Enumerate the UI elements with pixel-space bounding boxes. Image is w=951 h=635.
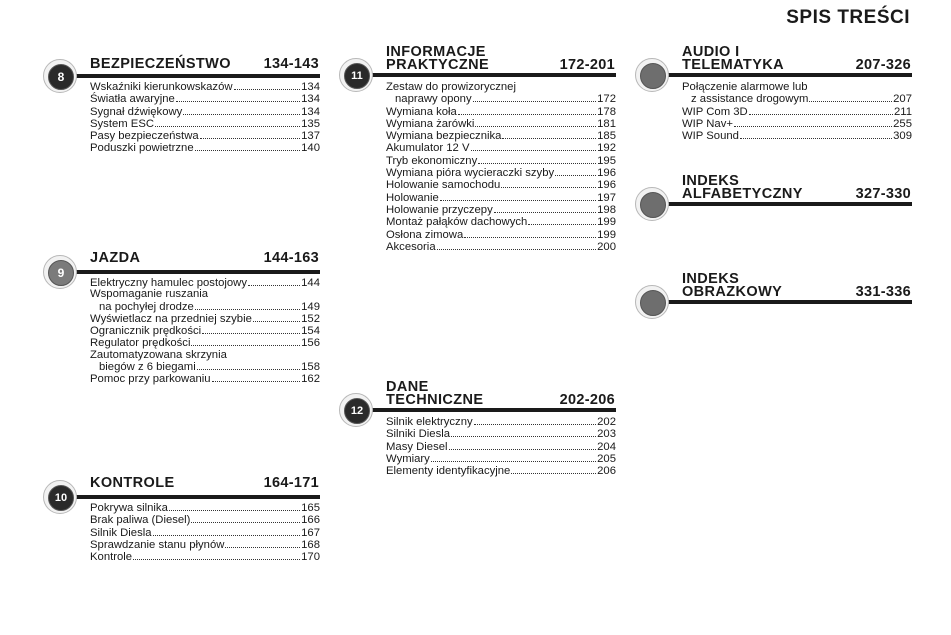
dot-leader (734, 118, 892, 127)
toc-entry-page: 181 (597, 117, 616, 130)
dot-leader (197, 361, 300, 370)
section-title[interactable]: KONTROLE (90, 475, 175, 491)
section-kontrole (49, 470, 320, 563)
toc-entry-page: 149 (301, 300, 320, 313)
dot-leader (248, 277, 300, 286)
dot-leader (153, 527, 301, 536)
dot-leader (473, 93, 597, 102)
section-pages[interactable]: 207-326 (855, 57, 911, 73)
toc-entry[interactable] (682, 130, 912, 142)
toc-entry-label: Pomoc przy parkowaniu (90, 373, 211, 386)
section-indeks-obrazkowy (641, 271, 912, 304)
toc-entry-label: Elementy identyfikacyjne (386, 465, 511, 478)
section-jazda (49, 245, 320, 386)
toc-entry-label: WIP Nav+ (682, 117, 733, 130)
section-header (49, 245, 320, 280)
dot-leader (749, 106, 893, 115)
section-header (49, 49, 320, 84)
section-title-line: PRAKTYCZNE (386, 57, 490, 73)
toc-entry[interactable] (386, 179, 616, 191)
section-badge (635, 58, 669, 92)
toc-entry-page: 309 (893, 130, 912, 143)
toc-entry-label: Pasy bezpieczeństwa (90, 130, 199, 143)
toc-entry[interactable] (386, 428, 616, 440)
toc-entry-label: Ogranicznik prędkości (90, 325, 202, 338)
toc-entry-page: 166 (301, 514, 320, 527)
toc-entry[interactable] (682, 93, 912, 105)
section-disc-icon (640, 192, 666, 218)
section-informacje-praktyczne (345, 46, 616, 253)
section-audio-telematyka (641, 46, 912, 142)
toc-entry-page: 134 (301, 105, 320, 118)
dot-leader (202, 325, 300, 334)
section-pages[interactable]: 134-143 (263, 56, 319, 72)
toc-entry-page: 199 (597, 228, 616, 241)
dot-leader (437, 241, 597, 250)
section-pages[interactable]: 202-206 (559, 392, 615, 408)
section-header (641, 46, 912, 77)
dot-leader (458, 106, 596, 115)
toc-entry[interactable] (90, 81, 320, 93)
toc-entry-label: Silniki Diesla (386, 428, 451, 441)
toc-entry[interactable] (90, 502, 320, 514)
section-number: 9 (48, 260, 74, 286)
toc-entry[interactable] (386, 167, 616, 179)
toc-entry-label: System ESC (90, 117, 155, 130)
toc-entry-page: 134 (301, 93, 320, 106)
toc-entry-page: 172 (597, 93, 616, 106)
toc-entry-page: 196 (597, 179, 616, 192)
dot-leader (212, 373, 301, 382)
toc-entry-page: 199 (597, 216, 616, 229)
section-disc-icon (640, 290, 666, 316)
section-title-line: OBRAZKOWY (682, 284, 783, 300)
toc-entry-page: 207 (893, 93, 912, 106)
toc-entry-label: Tryb ekonomiczny (386, 154, 478, 167)
section-title[interactable]: BEZPIECZEŃSTWO (90, 56, 231, 72)
toc-entry[interactable] (90, 373, 320, 385)
toc-entry-label: biegów z 6 biegami (99, 361, 196, 374)
dot-leader (133, 551, 300, 560)
toc-entry-label: Elektryczny hamulec postojowy (90, 277, 247, 289)
toc-entry-label: Wymiana bezpiecznika (386, 130, 502, 143)
entry-list (345, 416, 616, 477)
toc-entry-page: 205 (597, 452, 616, 465)
section-title-line: AUDIO I (682, 44, 740, 60)
section-title[interactable] (386, 381, 483, 407)
entry-list (345, 82, 616, 253)
dot-leader (494, 204, 596, 213)
dot-leader (440, 192, 596, 201)
toc-entry[interactable] (90, 539, 320, 551)
toc-entry[interactable] (386, 216, 616, 228)
toc-entry[interactable] (386, 416, 616, 428)
toc-entry-page: 178 (597, 105, 616, 118)
toc-entry-label: Holowanie (386, 191, 439, 204)
toc-entry-label: Pokrywa silnika (90, 502, 168, 514)
toc-entry-label: Poduszki powietrzne (90, 142, 194, 155)
toc-entry[interactable] (386, 106, 616, 118)
section-number: 11 (344, 63, 370, 89)
toc-entry[interactable] (90, 93, 320, 105)
section-title[interactable] (386, 46, 489, 72)
toc-entry[interactable] (90, 350, 320, 361)
dot-leader (191, 337, 300, 346)
section-number-badge (339, 58, 373, 92)
entry-list (49, 277, 320, 386)
dot-leader (195, 142, 301, 151)
toc-entry[interactable] (682, 118, 912, 130)
dot-leader (471, 142, 597, 151)
toc-entry-label: Wymiana żarówki (386, 117, 475, 130)
section-number-badge (339, 393, 373, 427)
toc-entry-page: 144 (301, 277, 320, 289)
section-badge (635, 285, 669, 319)
toc-entry-label: Wymiana koła (386, 105, 457, 118)
toc-entry-label: Kontrole (90, 551, 133, 564)
toc-entry[interactable] (386, 204, 616, 216)
toc-entry-label: Brak paliwa (Diesel) (90, 514, 191, 527)
toc-entry[interactable] (386, 453, 616, 465)
toc-entry-label: Masy Diesel (386, 440, 448, 453)
section-pages[interactable]: 144-163 (263, 250, 319, 266)
toc-entry-page: 198 (597, 203, 616, 216)
toc-entry[interactable] (90, 361, 320, 373)
section-pages[interactable]: 164-171 (263, 475, 319, 491)
toc-entry-page: 185 (597, 130, 616, 143)
toc-entry-label: Sygnał dźwiękowy (90, 105, 183, 118)
toc-entry[interactable] (90, 551, 320, 563)
dot-leader (478, 155, 596, 164)
toc-entry-label: Montaż pałąków dachowych (386, 216, 528, 229)
toc-entry[interactable] (90, 142, 320, 154)
toc-entry-label: Światła awaryjne (90, 93, 175, 106)
section-number-badge (43, 480, 77, 514)
dot-leader (449, 441, 597, 450)
toc-entry[interactable] (386, 229, 616, 241)
toc-entry-label: Zestaw do prowizorycznej (386, 81, 516, 93)
toc-entry-page: 255 (893, 117, 912, 130)
toc-entry-label: Akcesoria (386, 240, 436, 253)
toc-entry-label: Wymiana pióra wycieraczki szyby (386, 167, 555, 180)
section-title-line: INDEKS (682, 271, 740, 287)
section-title-line: DANE (386, 379, 429, 395)
toc-entry-page: 140 (301, 142, 320, 155)
toc-entry-label: Holowanie samochodu (386, 179, 501, 192)
toc-entry-label: naprawy opony (395, 93, 472, 106)
section-header (641, 271, 912, 304)
toc-entry-page: 137 (301, 130, 320, 143)
toc-entry-label: na pochyłej drodze (99, 300, 194, 313)
dot-leader (517, 82, 615, 90)
section-header (49, 470, 320, 504)
toc-entry-label: z assistance drogowym (691, 93, 809, 106)
section-number: 8 (48, 64, 74, 90)
dot-leader (451, 428, 596, 437)
section-dane-techniczne (345, 379, 616, 478)
toc-entry[interactable] (90, 289, 320, 300)
section-header (345, 44, 616, 82)
dot-leader (228, 350, 319, 358)
section-title-line: ALFABETYCZNY (682, 186, 803, 202)
section-number: 10 (48, 485, 74, 511)
toc-entry[interactable] (386, 241, 616, 253)
toc-entry[interactable] (90, 527, 320, 539)
section-title[interactable]: JAZDA (90, 250, 141, 266)
section-title-line: TELEMATYKA (682, 57, 785, 73)
toc-entry-label: Akumulator 12 V (386, 142, 470, 155)
toc-entry[interactable] (386, 142, 616, 154)
dot-leader (191, 514, 300, 523)
toc-entry-label: Holowanie przyczepy (386, 203, 493, 216)
dot-leader (253, 313, 300, 322)
toc-entry-label: Połączenie alarmowe lub (682, 81, 808, 93)
page-title: SPIS TREŚCI (786, 7, 910, 28)
section-number-badge (43, 255, 77, 289)
section-number-badge (43, 59, 77, 93)
toc-entry-page: 170 (301, 551, 320, 564)
toc-entry[interactable] (90, 313, 320, 325)
toc-entry[interactable] (386, 192, 616, 204)
section-title-line: TECHNICZNE (386, 392, 484, 408)
dot-leader (464, 229, 596, 238)
toc-entry-page: 197 (597, 191, 616, 204)
section-title-line: INFORMACJE (386, 44, 486, 60)
toc-entry-page: 196 (597, 167, 616, 180)
toc-entry[interactable] (90, 106, 320, 118)
toc-entry-label: Osłona zimowa (386, 228, 464, 241)
toc-entry-page: 162 (301, 373, 320, 386)
toc-entry-page: 167 (301, 526, 320, 539)
toc-entry-page: 134 (301, 81, 320, 93)
section-pages[interactable]: 327-330 (855, 186, 911, 202)
section-disc-icon (640, 63, 666, 89)
section-pages[interactable]: 331-336 (855, 284, 911, 300)
toc-entry-label: Wspomaganie ruszania (90, 288, 209, 301)
toc-entry[interactable] (386, 155, 616, 167)
toc-entry-page: 152 (301, 312, 320, 325)
toc-entry[interactable] (90, 325, 320, 337)
dot-leader (511, 465, 596, 474)
toc-entry-page: 168 (301, 538, 320, 551)
toc-entry[interactable] (90, 130, 320, 142)
entry-list (49, 502, 320, 563)
toc-entry-page: 195 (597, 154, 616, 167)
toc-entry[interactable] (386, 118, 616, 130)
toc-entry-label: WIP Com 3D (682, 105, 748, 118)
dot-leader (740, 130, 892, 139)
toc-entry[interactable] (682, 82, 912, 93)
toc-entry[interactable] (386, 93, 616, 105)
entry-list (49, 81, 320, 155)
toc-entry-page: 202 (597, 416, 616, 428)
dot-leader (209, 289, 319, 297)
section-indeks-alfabetyczny (641, 173, 912, 206)
dot-leader (555, 167, 596, 176)
toc-entry-page: 165 (301, 502, 320, 514)
section-pages[interactable]: 172-201 (559, 57, 615, 73)
section-bezpieczenstwo (49, 49, 320, 155)
section-title[interactable] (682, 46, 784, 72)
toc-entry[interactable] (386, 82, 616, 93)
toc-entry-label: Zautomatyzowana skrzynia (90, 348, 227, 361)
toc-entry-page: 156 (301, 337, 320, 350)
toc-entry-page: 154 (301, 325, 320, 338)
toc-entry[interactable] (90, 337, 320, 349)
toc-entry-label: Silnik elektryczny (386, 416, 473, 428)
toc-entry-page: 211 (893, 105, 912, 118)
section-number: 12 (344, 398, 370, 424)
dot-leader (176, 93, 300, 102)
toc-entry-page: 200 (597, 240, 616, 253)
dot-leader (502, 130, 596, 139)
toc-entry-label: Silnik Diesla (90, 526, 152, 539)
toc-entry-label: Wyświetlacz na przedniej szybie (90, 312, 252, 325)
dot-leader (475, 118, 596, 127)
section-badge (635, 187, 669, 221)
toc-entry-page: 192 (597, 142, 616, 155)
toc-entry-label: Regulator prędkości (90, 337, 191, 350)
dot-leader (225, 539, 300, 548)
toc-entry-page: 204 (597, 440, 616, 453)
dot-leader (183, 106, 300, 115)
toc-entry[interactable] (386, 441, 616, 453)
section-title[interactable] (682, 273, 782, 299)
toc-entry-page: 203 (597, 428, 616, 441)
toc-entry[interactable] (90, 118, 320, 130)
dot-leader (169, 502, 300, 511)
dot-leader (809, 93, 892, 102)
toc-entry[interactable] (682, 106, 912, 118)
toc-entry-label: Wskaźniki kierunkowskazów (90, 81, 233, 93)
toc-entry-label: Wymiary (386, 452, 430, 465)
section-header (345, 379, 616, 417)
toc-entry-label: WIP Sound (682, 130, 739, 143)
toc-entry-page: 135 (301, 117, 320, 130)
dot-leader (501, 179, 596, 188)
dot-leader (431, 453, 596, 462)
toc-entry[interactable] (90, 301, 320, 313)
dot-leader (155, 118, 300, 127)
section-title[interactable] (682, 175, 803, 201)
toc-entry-page: 206 (597, 465, 616, 478)
dot-leader (200, 130, 301, 139)
entry-list (641, 82, 912, 142)
dot-leader (195, 301, 300, 310)
toc-entry[interactable] (386, 465, 616, 477)
dot-leader (528, 216, 596, 225)
dot-leader (474, 416, 597, 425)
toc-entry-page: 158 (301, 361, 320, 374)
dot-leader (809, 82, 911, 90)
toc-entry[interactable] (90, 514, 320, 526)
toc-entry-label: Sprawdzanie stanu płynów (90, 538, 225, 551)
section-title-line: INDEKS (682, 173, 740, 189)
toc-entry[interactable] (386, 130, 616, 142)
dot-leader (234, 81, 301, 90)
section-header (641, 173, 912, 206)
